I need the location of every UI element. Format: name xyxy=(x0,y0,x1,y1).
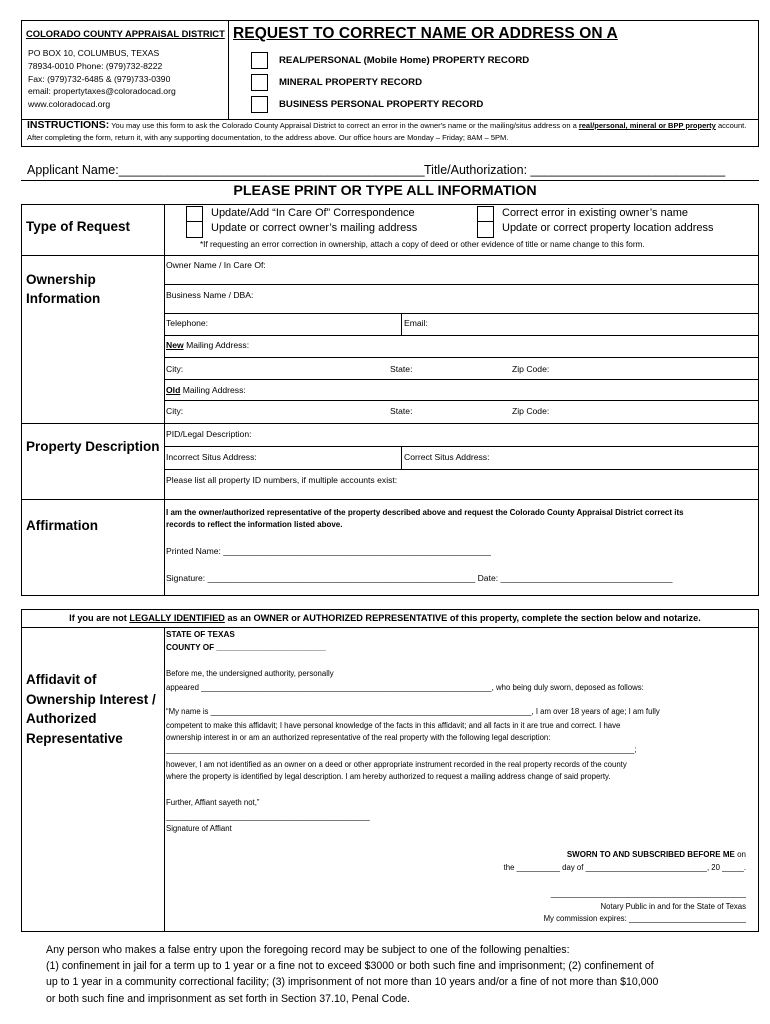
row-divider xyxy=(164,313,759,314)
row-divider xyxy=(164,335,759,336)
affiant-signature-label: Signature of Affiant xyxy=(166,824,232,833)
appeared-field[interactable]: appeared ___________________________________________________________________, who being duly sworn, deposed as follows: xyxy=(166,683,644,692)
record-option-label: BUSINESS PERSONAL PROPERTY RECORD xyxy=(279,99,484,110)
request-option-label: Update or correct property location address xyxy=(502,222,714,234)
instructions-text: account. After completing the form, return it, with any supporting documentation, to the address above. Our office hours are Monday – Friday; 8AM – 5PM. xyxy=(27,121,747,142)
sworn-on: on xyxy=(737,850,746,859)
notary-label: Notary Public in and for the State of Texas xyxy=(600,902,746,911)
mailing-address-label: Mailing Address: xyxy=(182,385,246,395)
old-mailing-address-field[interactable] xyxy=(166,385,246,395)
instructions-text: You may use this form to ask the Colorado County Appraisal District to correct an error in the owner's name or the mailing/situs address on a xyxy=(111,121,577,130)
row-divider xyxy=(164,446,759,447)
request-option-label: Update/Add “In Care Of” Correspondence xyxy=(211,207,415,219)
notary-signature-line[interactable]: _____________________________________________ xyxy=(550,889,746,898)
penalty-line: up to 1 year in a community correctional facility; (3) imprisonment of not more than 10 years and/or a fine of not more than $10,000 xyxy=(46,976,659,989)
affirmation-line: I am the owner/authorized representative of the property described above and request the Colorado County Appraisal District correct its xyxy=(166,508,684,517)
address-line: PO BOX 10, COLUMBUS, TEXAS xyxy=(28,48,160,58)
new-city-field[interactable]: City: xyxy=(166,364,184,374)
email-field[interactable]: Email: xyxy=(404,318,428,328)
penalty-line: Any person who makes a false entry upon the foregoing record may be subject to one of the following penalties: xyxy=(46,944,570,956)
instructions xyxy=(27,119,757,144)
request-checkbox-mailing[interactable] xyxy=(186,221,203,238)
sworn-label: SWORN TO AND SUBSCRIBED BEFORE ME xyxy=(566,850,735,859)
row-divider xyxy=(164,379,759,380)
new-state-field[interactable]: State: xyxy=(390,364,413,374)
affidavit-heading-line: Representative xyxy=(26,730,123,746)
form-title: REQUEST TO CORRECT NAME OR ADDRESS ON A xyxy=(233,25,618,42)
affidavit-heading xyxy=(26,670,156,748)
county-of-field[interactable]: COUNTY OF ________________________ xyxy=(166,643,326,652)
affirmation-statement xyxy=(166,507,684,531)
request-option-label: Update or correct owner’s mailing address xyxy=(211,222,418,234)
column-divider xyxy=(164,627,165,932)
affirmation-heading: Affirmation xyxy=(26,518,98,533)
my-name-field[interactable]: “My name is __________________________________________________________________________, I am over 18 years of age; I am fully xyxy=(166,707,660,716)
commission-expires-field[interactable]: My commission expires: ___________________________ xyxy=(543,914,746,923)
penalty-text xyxy=(46,942,658,1007)
print-notice: PLEASE PRINT OR TYPE ALL INFORMATION xyxy=(233,183,537,199)
row-divider xyxy=(21,499,759,500)
affidavit-heading-line: Affidavit of xyxy=(26,672,97,687)
affidavit-heading-line: Ownership Interest / xyxy=(26,691,156,707)
business-name-field[interactable]: Business Name / DBA: xyxy=(166,290,254,300)
telephone-field[interactable]: Telephone: xyxy=(166,318,209,328)
competent-text: competent to make this affidavit; I have personal knowledge of the facts in this affidavit; and all facts in it are true and correct. I have xyxy=(166,721,621,730)
property-ids-field[interactable]: Please list all property ID numbers, if multiple accounts exist: xyxy=(166,475,398,485)
ownership-heading-line: Ownership xyxy=(26,272,96,287)
row-divider xyxy=(21,255,759,256)
affiant-signature-line[interactable]: _______________________________________________ xyxy=(166,812,370,821)
row-divider xyxy=(21,423,759,424)
notice-text: If you are not xyxy=(69,613,127,623)
instructions-label: INSTRUCTIONS: xyxy=(27,119,110,131)
applicant-title-field[interactable]: Title/Authorization: ____________________________ xyxy=(424,163,726,177)
record-option-label: MINERAL PROPERTY RECORD xyxy=(279,77,423,88)
new-label: New xyxy=(166,340,184,350)
affidavit-heading-line: Authorized xyxy=(26,711,97,726)
request-checkbox-location[interactable] xyxy=(477,221,494,238)
before-me-text: Before me, the undersigned authority, personally xyxy=(166,669,334,678)
record-checkbox-bpp[interactable] xyxy=(251,96,268,113)
address-line: email: propertytaxes@coloradocad.org xyxy=(28,86,176,97)
request-note: *If requesting an error correction in ownership, attach a copy of deed or other evidence of title or name change to this form. xyxy=(200,240,645,249)
further-text: Further, Affiant sayeth not,” xyxy=(166,798,260,807)
affirmation-line: records to reflect the information listed above. xyxy=(166,520,343,529)
sworn-text xyxy=(567,850,746,859)
correct-situs-field[interactable]: Correct Situs Address: xyxy=(404,452,490,462)
applicant-name-field[interactable]: Applicant Name:____________________________________________ xyxy=(27,163,425,177)
legal-description-field[interactable]: ____________________________________________________________________________________________________________; xyxy=(166,745,637,754)
penalty-line: or both such fine and imprisonment as set forth in Section 37.10, Penal Code. xyxy=(46,992,410,1005)
old-label: Old xyxy=(166,385,181,395)
mailing-address-label: Mailing Address: xyxy=(186,340,250,350)
district-name: COLORADO COUNTY APPRAISAL DISTRICT xyxy=(26,28,225,39)
address-line: Fax: (979)732-6485 & (979)733-0390 xyxy=(28,73,171,84)
type-of-request-heading: Type of Request xyxy=(26,219,131,234)
property-description-heading: Property Description xyxy=(26,439,160,454)
record-checkbox-mineral[interactable] xyxy=(251,74,268,91)
address-line: www.coloradocad.org xyxy=(28,99,111,110)
printed-name-field[interactable]: Printed Name: ________________________________________________________ xyxy=(166,546,491,556)
cell-divider xyxy=(401,446,402,469)
signature-date-field[interactable]: Signature: ________________________________________________________ Date: ____________________________________ xyxy=(166,573,673,583)
notice-text: as an OWNER or AUTHORIZED REPRESENTATIVE of this property, complete the section below and notarize. xyxy=(227,613,701,623)
new-mailing-address-field[interactable] xyxy=(166,340,249,350)
cell-divider xyxy=(401,313,402,335)
ownership-heading-line: Information xyxy=(26,291,101,306)
row-divider xyxy=(164,469,759,470)
affidavit-notice xyxy=(0,613,770,623)
row-divider xyxy=(164,400,759,401)
address-line: 78934-0010 Phone: (979)732-8222 xyxy=(28,60,163,71)
record-checkbox-real[interactable] xyxy=(251,52,268,69)
incorrect-situs-field[interactable]: Incorrect Situs Address: xyxy=(166,452,257,462)
old-city-field[interactable]: City: xyxy=(166,406,184,416)
where-text: where the property is identified by legal description. I am hereby authorized to request a mailing address change of said property. xyxy=(166,772,611,781)
pid-field[interactable]: PID/Legal Description: xyxy=(166,429,252,439)
penalty-line: (1) confinement in jail for a term up to 1 year or a fine not to exceed $3000 or both such fine and imprisonment; (2) confinement of xyxy=(46,960,654,973)
state-of-texas: STATE OF TEXAS xyxy=(166,630,235,639)
request-option-label: Correct error in existing owner’s name xyxy=(502,207,689,219)
header-divider xyxy=(228,20,229,120)
divider xyxy=(21,180,759,181)
new-zip-field[interactable]: Zip Code: xyxy=(512,364,550,374)
instructions-property-types: real/personal, mineral or BPP property xyxy=(578,121,716,130)
old-state-field[interactable]: State: xyxy=(390,406,413,416)
ownership-interest-text: ownership interest in or am an authorized representative of the real property with the following legal description: xyxy=(166,733,551,742)
however-text: however, I am not identified as an owner on a deed or other appropriate instrument recorded in the real property records of the county xyxy=(166,760,627,769)
row-divider xyxy=(164,357,759,358)
row-divider xyxy=(164,284,759,285)
day-field[interactable]: the __________ day of ____________________________, 20 _____. xyxy=(503,863,746,872)
record-option-label: REAL/PERSONAL (Mobile Home) PROPERTY RECORD xyxy=(279,55,530,66)
owner-name-field[interactable]: Owner Name / In Care Of: xyxy=(166,260,266,270)
notice-legally: LEGALLY IDENTIFIED xyxy=(129,613,225,623)
ownership-heading xyxy=(26,270,100,308)
old-zip-field[interactable]: Zip Code: xyxy=(512,406,550,416)
district-address xyxy=(28,47,176,111)
